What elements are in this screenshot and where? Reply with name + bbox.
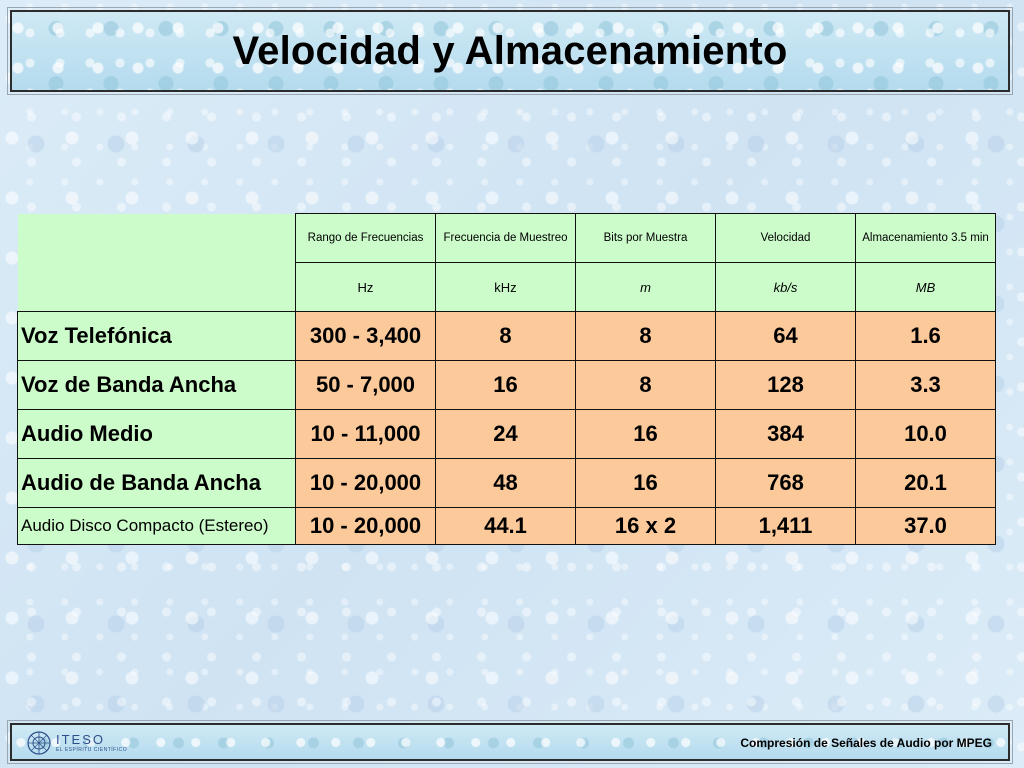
value-cell: 64 bbox=[716, 312, 856, 361]
value-cell: 10.0 bbox=[856, 410, 996, 459]
value-cell: 16 bbox=[436, 361, 576, 410]
slide-title: Velocidad y Almacenamiento bbox=[232, 28, 788, 73]
row-label: Voz Telefónica bbox=[18, 312, 296, 361]
value-cell: 8 bbox=[436, 312, 576, 361]
logo-name: ITESO bbox=[56, 732, 106, 747]
iteso-emblem-icon bbox=[26, 730, 52, 756]
value-cell: 8 bbox=[576, 361, 716, 410]
value-cell: 8 bbox=[576, 312, 716, 361]
header-cell: Frecuencia de Muestreo bbox=[436, 214, 576, 263]
value-cell: 16 x 2 bbox=[576, 508, 716, 545]
value-cell: 10 - 20,000 bbox=[296, 508, 436, 545]
value-cell: 128 bbox=[716, 361, 856, 410]
value-cell: 768 bbox=[716, 459, 856, 508]
header-cell: Rango de Frecuencias bbox=[296, 214, 436, 263]
value-cell: 3.3 bbox=[856, 361, 996, 410]
value-cell: 300 - 3,400 bbox=[296, 312, 436, 361]
footer-bar bbox=[10, 723, 1010, 761]
table-row bbox=[18, 361, 996, 410]
header-cell: Bits por Muestra bbox=[576, 214, 716, 263]
table-row bbox=[18, 459, 996, 508]
value-cell: 24 bbox=[436, 410, 576, 459]
value-cell: 20.1 bbox=[856, 459, 996, 508]
value-cell: 10 - 11,000 bbox=[296, 410, 436, 459]
corner-cell bbox=[18, 214, 296, 263]
table-row bbox=[18, 312, 996, 361]
table-row bbox=[18, 410, 996, 459]
header-cell: Almacenamiento 3.5 min bbox=[856, 214, 996, 263]
title-bar bbox=[10, 10, 1010, 92]
row-label: Audio Disco Compacto (Estereo) bbox=[18, 508, 296, 545]
header-cell: Velocidad bbox=[716, 214, 856, 263]
value-cell: 1,411 bbox=[716, 508, 856, 545]
speed-storage-table bbox=[17, 213, 996, 545]
value-cell: 44.1 bbox=[436, 508, 576, 545]
value-cell: 48 bbox=[436, 459, 576, 508]
value-cell: 10 - 20,000 bbox=[296, 459, 436, 508]
value-cell: 1.6 bbox=[856, 312, 996, 361]
unit-cell: MB bbox=[856, 263, 996, 312]
row-label: Audio de Banda Ancha bbox=[18, 459, 296, 508]
row-label: Audio Medio bbox=[18, 410, 296, 459]
logo-subtitle: EL ESPÍRITU CIENTÍFICO bbox=[56, 747, 128, 753]
value-cell: 16 bbox=[576, 410, 716, 459]
value-cell: 16 bbox=[576, 459, 716, 508]
footer-caption: Compresión de Señales de Audio por MPEG bbox=[740, 736, 992, 750]
unit-cell: kb/s bbox=[716, 263, 856, 312]
table-row bbox=[18, 508, 996, 545]
corner-cell bbox=[18, 263, 296, 312]
value-cell: 50 - 7,000 bbox=[296, 361, 436, 410]
unit-cell: m bbox=[576, 263, 716, 312]
unit-cell: Hz bbox=[296, 263, 436, 312]
units-row bbox=[18, 263, 996, 312]
header-row bbox=[18, 214, 996, 263]
value-cell: 37.0 bbox=[856, 508, 996, 545]
iteso-logo bbox=[26, 730, 127, 756]
row-label: Voz de Banda Ancha bbox=[18, 361, 296, 410]
unit-cell: kHz bbox=[436, 263, 576, 312]
value-cell: 384 bbox=[716, 410, 856, 459]
